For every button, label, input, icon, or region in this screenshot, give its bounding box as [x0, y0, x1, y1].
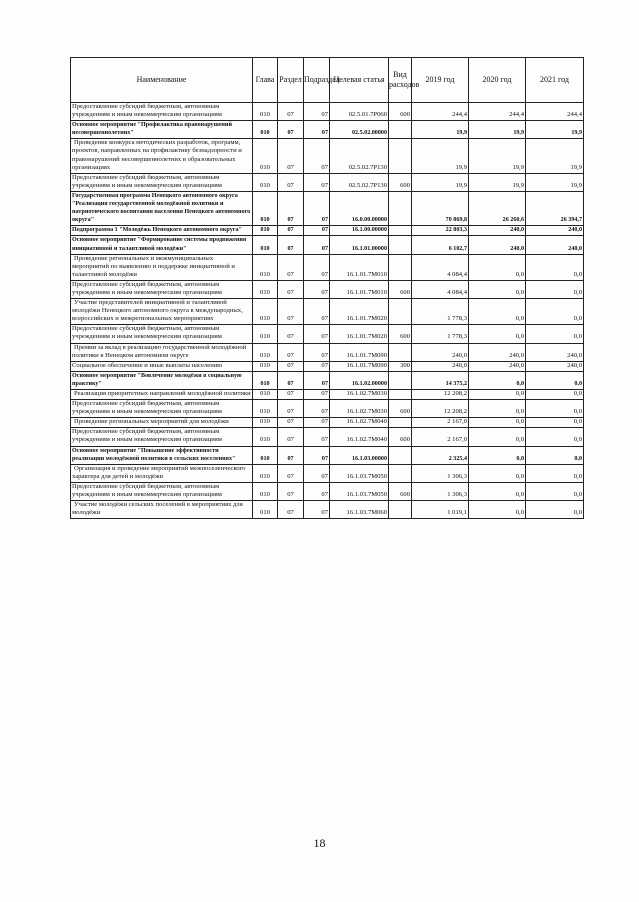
table-row: [71, 173, 584, 191]
cell-glava: 010: [253, 280, 278, 298]
header-razdel: Раздел: [278, 58, 304, 103]
cell-razdel: 07: [278, 236, 304, 254]
cell-statya: 16.1.02.7М040: [330, 418, 389, 428]
cell-name: Основное мероприятие "Формирование системы продвижения инициативной и талантливой молодёжи": [71, 236, 253, 254]
table-row: [71, 390, 584, 400]
cell-podrazdel: 07: [304, 446, 330, 464]
table-row: [71, 371, 584, 389]
table-row: [71, 361, 584, 371]
cell-name: Предоставление субсидий бюджетным, автономным учреждениям и иным некоммерческим организациям: [71, 428, 253, 446]
cell-statya: 16.1.02.7М030: [330, 400, 389, 418]
cell-name: Предоставление субсидий бюджетным, автономным учреждениям и иным некоммерческим организациям: [71, 173, 253, 191]
cell-y2021: 0,0: [526, 400, 584, 418]
cell-statya: 16.1.01.00000: [330, 236, 389, 254]
cell-name: Предоставление субсидий бюджетным, автономным учреждениям и иным некоммерческим организациям: [71, 103, 253, 121]
cell-vid: [389, 191, 412, 225]
cell-podrazdel: 07: [304, 464, 330, 482]
cell-statya: 16.1.01.7М020: [330, 299, 389, 325]
cell-glava: 010: [253, 121, 278, 139]
cell-razdel: 07: [278, 428, 304, 446]
cell-podrazdel: 07: [304, 254, 330, 280]
cell-y2019: 2 167,0: [412, 418, 469, 428]
cell-y2019: 12 208,2: [412, 400, 469, 418]
cell-y2019: 240,0: [412, 361, 469, 371]
cell-podrazdel: 07: [304, 103, 330, 121]
table-row: [71, 121, 584, 139]
cell-vid: 600: [389, 280, 412, 298]
cell-statya: 16.1.03.7М050: [330, 482, 389, 500]
cell-podrazdel: 07: [304, 121, 330, 139]
table-row: [71, 280, 584, 298]
cell-vid: [389, 299, 412, 325]
cell-y2020: 0,0: [469, 299, 526, 325]
cell-y2021: 0,0: [526, 482, 584, 500]
cell-y2020: 0,0: [469, 254, 526, 280]
table-row: [71, 428, 584, 446]
cell-podrazdel: 07: [304, 139, 330, 173]
cell-y2020: 0,0: [469, 428, 526, 446]
table-row: [71, 254, 584, 280]
cell-podrazdel: 07: [304, 226, 330, 236]
cell-glava: 010: [253, 361, 278, 371]
cell-name: Проведение конкурса методических разработок, программ, проектов, направленных на профилактику безнадзорности и правонарушений несовершеннолетних в образовательных организациях: [71, 139, 253, 173]
cell-vid: [389, 501, 412, 519]
cell-razdel: 07: [278, 371, 304, 389]
cell-razdel: 07: [278, 343, 304, 361]
table-header-row: [71, 58, 584, 103]
cell-vid: [389, 390, 412, 400]
cell-vid: [389, 446, 412, 464]
cell-name: Основное мероприятие "Повышение эффективности реализации молодёжной политики в сельских поселениях": [71, 446, 253, 464]
cell-y2020: 240,0: [469, 226, 526, 236]
cell-podrazdel: 07: [304, 482, 330, 500]
table-row: [71, 236, 584, 254]
cell-name: Проведение региональных мероприятий для молодёжи: [71, 418, 253, 428]
cell-glava: 010: [253, 139, 278, 173]
cell-name: Участие молодёжи сельских поселений в мероприятиях для молодёжи: [71, 501, 253, 519]
cell-y2020: 19,9: [469, 121, 526, 139]
cell-name: Премии за вклад в реализацию государственной молодёжной политики в Ненецком автономном округе: [71, 343, 253, 361]
table-row: [71, 325, 584, 343]
cell-razdel: 07: [278, 226, 304, 236]
cell-y2020: 0,0: [469, 464, 526, 482]
cell-statya: 16.1.02.7М030: [330, 390, 389, 400]
header-2020: 2020 год: [469, 58, 526, 103]
cell-razdel: 07: [278, 191, 304, 225]
cell-razdel: 07: [278, 464, 304, 482]
cell-y2021: 19,9: [526, 121, 584, 139]
cell-y2020: 0,0: [469, 280, 526, 298]
cell-razdel: 07: [278, 280, 304, 298]
cell-y2021: 0,0: [526, 325, 584, 343]
cell-y2019: 2 325,4: [412, 446, 469, 464]
cell-y2021: 240,0: [526, 236, 584, 254]
cell-y2020: 0,0: [469, 501, 526, 519]
table-row: [71, 191, 584, 225]
cell-y2019: 70 869,8: [412, 191, 469, 225]
table-row: [71, 299, 584, 325]
cell-y2021: 244,4: [526, 103, 584, 121]
cell-y2020: 240,0: [469, 361, 526, 371]
cell-statya: 16.1.03.7М050: [330, 464, 389, 482]
cell-statya: 16.1.01.7М010: [330, 254, 389, 280]
cell-razdel: 07: [278, 103, 304, 121]
cell-podrazdel: 07: [304, 418, 330, 428]
table-row: [71, 501, 584, 519]
cell-statya: 02.5.02.7Р130: [330, 173, 389, 191]
table-row: [71, 482, 584, 500]
cell-name: Основное мероприятие "Вовлечение молодёжи в социальную практику": [71, 371, 253, 389]
cell-razdel: 07: [278, 482, 304, 500]
cell-vid: [389, 226, 412, 236]
cell-statya: 16.1.03.00000: [330, 446, 389, 464]
cell-y2019: 4 084,4: [412, 280, 469, 298]
cell-glava: 010: [253, 254, 278, 280]
cell-vid: [389, 254, 412, 280]
cell-name: Предоставление субсидий бюджетным, автономным учреждениям и иным некоммерческим организациям: [71, 400, 253, 418]
page-number: 18: [313, 836, 326, 850]
cell-statya: 16.1.03.7М060: [330, 501, 389, 519]
cell-statya: 16.1.01.7М090: [330, 361, 389, 371]
cell-podrazdel: 07: [304, 400, 330, 418]
cell-y2021: 0,0: [526, 418, 584, 428]
cell-y2019: 1 306,3: [412, 464, 469, 482]
cell-y2019: 22 803,3: [412, 226, 469, 236]
cell-glava: 010: [253, 428, 278, 446]
budget-sheet: [70, 57, 583, 519]
cell-y2020: 0,0: [469, 390, 526, 400]
cell-glava: 010: [253, 299, 278, 325]
cell-y2020: 0,0: [469, 446, 526, 464]
cell-y2020: 0,0: [469, 418, 526, 428]
cell-vid: 600: [389, 325, 412, 343]
cell-y2020: 240,0: [469, 343, 526, 361]
cell-podrazdel: 07: [304, 390, 330, 400]
cell-razdel: 07: [278, 390, 304, 400]
cell-razdel: 07: [278, 325, 304, 343]
cell-y2019: 6 102,7: [412, 236, 469, 254]
cell-vid: [389, 371, 412, 389]
cell-y2020: 0,0: [469, 400, 526, 418]
cell-vid: [389, 236, 412, 254]
cell-y2021: 0,0: [526, 428, 584, 446]
table-row: [71, 446, 584, 464]
cell-razdel: 07: [278, 418, 304, 428]
cell-y2021: 0,0: [526, 280, 584, 298]
cell-y2021: 0,0: [526, 299, 584, 325]
cell-vid: [389, 464, 412, 482]
cell-y2021: 0,0: [526, 390, 584, 400]
cell-y2019: 1 019,1: [412, 501, 469, 519]
cell-razdel: 07: [278, 446, 304, 464]
cell-glava: 010: [253, 173, 278, 191]
cell-y2021: 19,9: [526, 173, 584, 191]
cell-glava: 010: [253, 325, 278, 343]
header-2019: 2019 год: [412, 58, 469, 103]
table-body: [71, 103, 584, 519]
cell-podrazdel: 07: [304, 191, 330, 225]
cell-glava: 010: [253, 236, 278, 254]
cell-statya: 02.5.02.7Р130: [330, 139, 389, 173]
cell-y2020: 0,0: [469, 482, 526, 500]
cell-name: Проведение региональных и межмуниципальных мероприятий по выявлению и поддержке инициативной и талантливой молодёжи: [71, 254, 253, 280]
cell-glava: 010: [253, 371, 278, 389]
cell-podrazdel: 07: [304, 299, 330, 325]
header-2021: 2021 год: [526, 58, 584, 103]
cell-glava: 010: [253, 446, 278, 464]
cell-y2020: 244,4: [469, 103, 526, 121]
cell-statya: 02.5.01.7Р060: [330, 103, 389, 121]
cell-y2020: 26 260,6: [469, 191, 526, 225]
cell-glava: 010: [253, 501, 278, 519]
cell-y2021: 19,9: [526, 139, 584, 173]
cell-glava: 010: [253, 343, 278, 361]
cell-razdel: 07: [278, 121, 304, 139]
cell-y2019: 4 084,4: [412, 254, 469, 280]
cell-y2021: 240,0: [526, 226, 584, 236]
cell-vid: 300: [389, 361, 412, 371]
cell-podrazdel: 07: [304, 428, 330, 446]
cell-podrazdel: 07: [304, 325, 330, 343]
cell-vid: [389, 418, 412, 428]
cell-razdel: 07: [278, 173, 304, 191]
cell-vid: [389, 139, 412, 173]
cell-y2019: 14 375,2: [412, 371, 469, 389]
cell-statya: 16.1.01.7М010: [330, 280, 389, 298]
cell-vid: 600: [389, 400, 412, 418]
cell-glava: 010: [253, 103, 278, 121]
cell-y2019: 1 778,3: [412, 325, 469, 343]
cell-razdel: 07: [278, 400, 304, 418]
cell-glava: 010: [253, 191, 278, 225]
table-row: [71, 226, 584, 236]
cell-y2021: 0,0: [526, 501, 584, 519]
cell-y2019: 240,0: [412, 343, 469, 361]
cell-y2020: 19,9: [469, 139, 526, 173]
cell-razdel: 07: [278, 361, 304, 371]
cell-vid: 600: [389, 428, 412, 446]
cell-y2020: 19,9: [469, 173, 526, 191]
cell-statya: 02.5.02.00000: [330, 121, 389, 139]
cell-podrazdel: 07: [304, 236, 330, 254]
table-row: [71, 343, 584, 361]
cell-razdel: 07: [278, 299, 304, 325]
cell-y2021: 0,0: [526, 446, 584, 464]
cell-name: Организация и проведение мероприятий межпоселенческого характера для детей и молодёжи: [71, 464, 253, 482]
cell-name: Государственная программа Ненецкого автономного округа "Реализация государственной молодёжной политики и патриотического воспитания населения Ненецкого автономного округа": [71, 191, 253, 225]
cell-vid: 600: [389, 173, 412, 191]
cell-y2021: 240,0: [526, 361, 584, 371]
cell-name: Предоставление субсидий бюджетным, автономным учреждениям и иным некоммерческим организациям: [71, 280, 253, 298]
cell-y2021: 0,0: [526, 254, 584, 280]
cell-name: Социальное обеспечение и иные выплаты населению: [71, 361, 253, 371]
cell-glava: 010: [253, 464, 278, 482]
cell-y2021: 0,0: [526, 464, 584, 482]
cell-statya: 16.1.02.00000: [330, 371, 389, 389]
table-row: [71, 400, 584, 418]
cell-name: Предоставление субсидий бюджетным, автономным учреждениям и иным некоммерческим организациям: [71, 482, 253, 500]
cell-y2019: 19,9: [412, 173, 469, 191]
cell-razdel: 07: [278, 254, 304, 280]
cell-podrazdel: 07: [304, 501, 330, 519]
budget-table: [70, 57, 584, 519]
cell-y2019: 1 778,3: [412, 299, 469, 325]
cell-y2020: 240,0: [469, 236, 526, 254]
cell-name: Реализация приоритетных направлений молодёжной политики: [71, 390, 253, 400]
cell-name: Участие представителей инициативной и талантливой молодёжи Ненецкого автономного округа в международных, всероссийских и межрегиональных мероприятиях: [71, 299, 253, 325]
header-name: Наименование: [71, 58, 253, 103]
cell-y2020: 0,0: [469, 325, 526, 343]
cell-podrazdel: 07: [304, 173, 330, 191]
header-statya: Целевая статья: [330, 58, 389, 103]
cell-statya: 16.1.02.7М040: [330, 428, 389, 446]
cell-name: Подпрограмма 1 "Молодёжь Ненецкого автономного округа": [71, 226, 253, 236]
cell-y2019: 2 167,0: [412, 428, 469, 446]
cell-vid: 600: [389, 103, 412, 121]
cell-glava: 010: [253, 482, 278, 500]
cell-vid: 600: [389, 482, 412, 500]
cell-y2021: 26 394,7: [526, 191, 584, 225]
table-row: [71, 103, 584, 121]
table-row: [71, 418, 584, 428]
cell-statya: 16.1.00.00000: [330, 226, 389, 236]
cell-podrazdel: 07: [304, 361, 330, 371]
cell-name: Основное мероприятие "Профилактика правонарушений несовершеннолетних": [71, 121, 253, 139]
cell-razdel: 07: [278, 139, 304, 173]
cell-y2021: 240,0: [526, 343, 584, 361]
cell-y2021: 0,0: [526, 371, 584, 389]
cell-y2019: 19,9: [412, 121, 469, 139]
cell-podrazdel: 07: [304, 371, 330, 389]
cell-y2019: 1 306,3: [412, 482, 469, 500]
cell-vid: [389, 121, 412, 139]
cell-y2019: 244,4: [412, 103, 469, 121]
cell-glava: 010: [253, 226, 278, 236]
table-row: [71, 139, 584, 173]
cell-podrazdel: 07: [304, 343, 330, 361]
cell-vid: [389, 343, 412, 361]
cell-name: Предоставление субсидий бюджетным, автономным учреждениям и иным некоммерческим организациям: [71, 325, 253, 343]
cell-glava: 010: [253, 418, 278, 428]
cell-statya: 16.1.01.7М090: [330, 343, 389, 361]
cell-glava: 010: [253, 400, 278, 418]
header-podrazdel: Подраздел: [304, 58, 330, 103]
cell-y2019: 19,9: [412, 139, 469, 173]
header-glava: Глава: [253, 58, 278, 103]
cell-statya: 16.1.01.7М020: [330, 325, 389, 343]
cell-podrazdel: 07: [304, 280, 330, 298]
cell-razdel: 07: [278, 501, 304, 519]
header-vid: Вид расходов: [389, 58, 412, 103]
cell-statya: 16.0.00.00000: [330, 191, 389, 225]
cell-y2019: 12 208,2: [412, 390, 469, 400]
cell-y2020: 0,0: [469, 371, 526, 389]
cell-glava: 010: [253, 390, 278, 400]
table-row: [71, 464, 584, 482]
